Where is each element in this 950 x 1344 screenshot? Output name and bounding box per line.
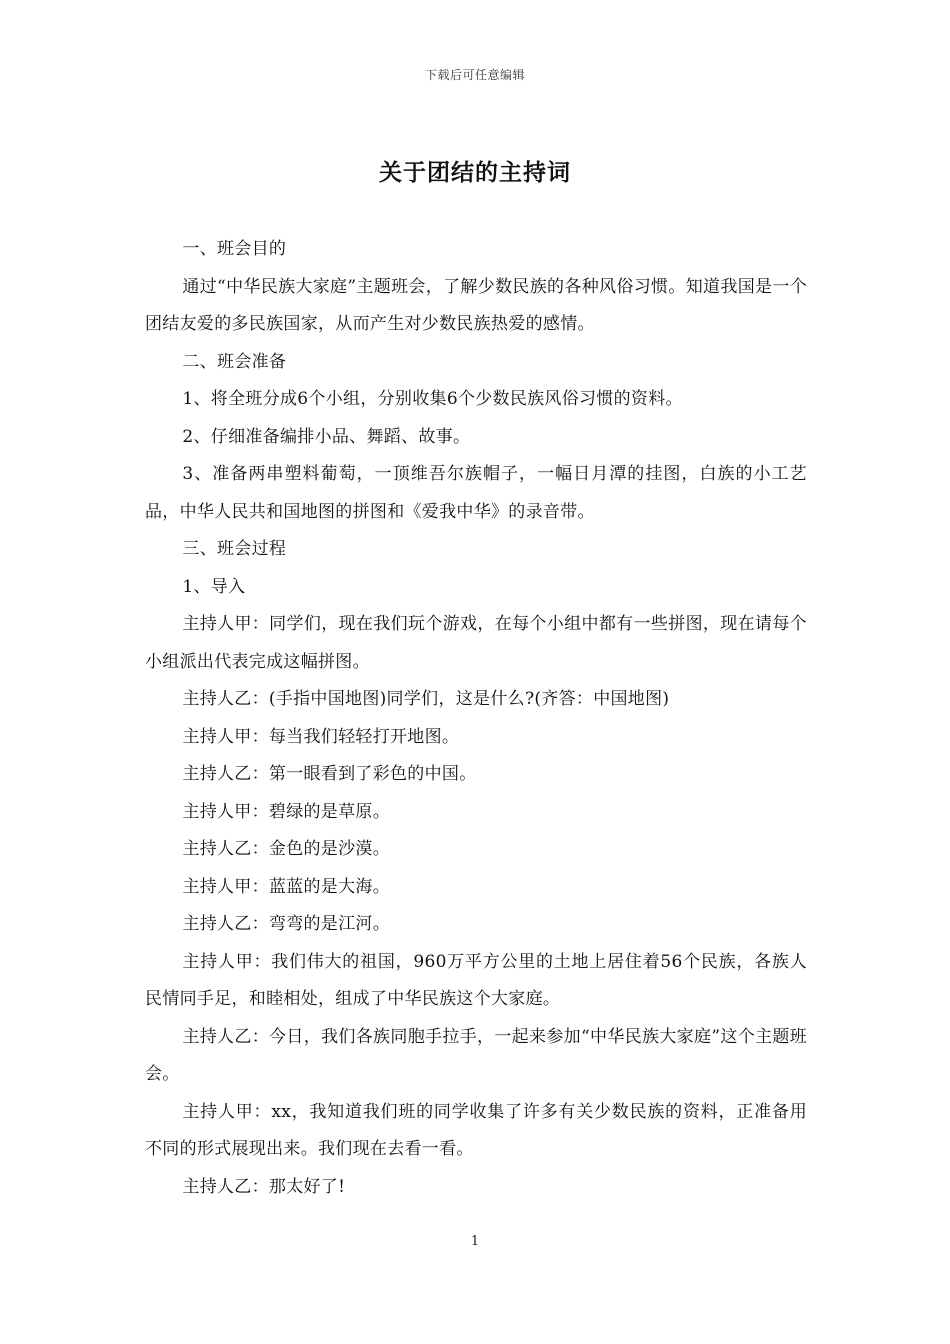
document-title: 关于团结的主持词 xyxy=(379,160,571,186)
page-header-note: 下载后可任意编辑 xyxy=(424,68,525,82)
section-heading-purpose: 一、班会目的 xyxy=(182,239,287,259)
paragraph: 3、准备两串塑料葡萄，一顶维吾尔族帽子，一幅日月潭的挂图，白族的小工艺品，中华人民共和国地图的拼图和《爱我中华》的录音带。 xyxy=(145,464,807,522)
dialogue-line: 主持人甲：碧绿的是草原。 xyxy=(182,801,390,822)
document-body xyxy=(145,231,807,1206)
dialogue-line: 主持人乙：第一眼看到了彩色的中国。 xyxy=(182,764,477,784)
section-heading-preparation: 二、班会准备 xyxy=(182,351,287,372)
section-heading-process: 三、班会过程 xyxy=(182,539,287,559)
paragraph: 通过“中华民族大家庭”主题班会，了解少数民族的各种风俗习惯。知道我国是一个团结友爱的多民族国家，从而产生对少数民族热爱的感情。 xyxy=(145,276,807,334)
dialogue-line: 主持人甲：xx，我知道我们班的同学收集了许多有关少数民族的资料，正准备用不同的形式展现出来。我们现在去看一看。 xyxy=(145,1101,807,1159)
dialogue-line: 主持人乙：(手指中国地图)同学们，这是什么?(齐答：中国地图) xyxy=(182,689,670,709)
subheading-intro: 1、导入 xyxy=(182,576,246,597)
dialogue-line: 主持人乙：弯弯的是江河。 xyxy=(182,914,390,934)
page-number: 1 xyxy=(470,1234,480,1249)
dialogue-line: 主持人乙：今日，我们各族同胞手拉手，一起来参加“中华民族大家庭”这个主题班会。 xyxy=(145,1026,807,1084)
dialogue-line: 主持人甲：同学们，现在我们玩个游戏，在每个小组中都有一些拼图，现在请每个小组派出代表完成这幅拼图。 xyxy=(145,614,807,672)
dialogue-line: 主持人甲：每当我们轻轻打开地图。 xyxy=(182,726,460,747)
dialogue-line: 主持人甲：我们伟大的祖国，960万平方公里的土地上居住着56个民族，各族人民情同手足，和睦相处，组成了中华民族这个大家庭。 xyxy=(145,951,807,1009)
dialogue-line: 主持人乙：金色的是沙漠。 xyxy=(182,839,390,859)
paragraph: 1、将全班分成6个小组，分别收集6个少数民族风俗习惯的资料。 xyxy=(182,389,683,409)
dialogue-line: 主持人甲：蓝蓝的是大海。 xyxy=(182,876,390,897)
dialogue-line: 主持人乙：那太好了! xyxy=(182,1176,346,1197)
paragraph: 2、仔细准备编排小品、舞蹈、故事。 xyxy=(182,426,471,447)
